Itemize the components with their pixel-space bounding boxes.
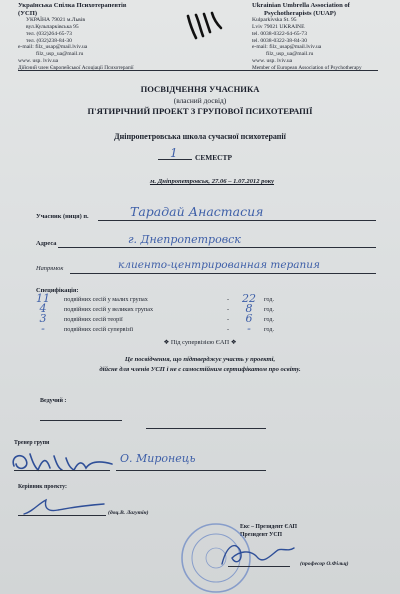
header-left-line: filz_usp_ua@mail.ru xyxy=(36,51,84,58)
spec-row-count: - xyxy=(41,322,45,335)
president-caption: (професор О.Фільц) xyxy=(300,561,349,567)
spec-row-unit: год. xyxy=(264,326,274,333)
header-left-line: Дійсний член Європейської Асоціації Психотерапії xyxy=(18,64,134,71)
header-left xyxy=(18,2,183,72)
header-left-org-name: Українська Спілка Психотерапевтів xyxy=(18,2,127,9)
spec-row-unit: год. xyxy=(264,296,274,303)
header-right xyxy=(252,2,398,72)
director-sign-line xyxy=(18,515,106,516)
participant-underline xyxy=(98,220,376,221)
address-value: г. Днепропетровск xyxy=(128,233,241,246)
semester-number: 1 xyxy=(170,146,178,160)
spec-row-dash: - xyxy=(227,316,230,323)
header-right-line: Lviv 79021 UKRAINE xyxy=(252,23,305,30)
leader-name-line xyxy=(146,428,266,429)
header-right-org-abbr: Psychotherapists (UUAP) xyxy=(264,9,336,17)
trainer-name: О. Миронець xyxy=(120,452,196,465)
spec-row-unit: год. xyxy=(264,306,274,313)
header-right-line: e-mail: filz_usap@mail.lviv.ua xyxy=(252,44,322,51)
header-right-line: Kulparkivska St. 95 xyxy=(252,17,297,24)
director-label: Керівник проекту: xyxy=(18,484,67,490)
spec-row-count: 11 xyxy=(36,292,50,305)
president-signature xyxy=(216,534,298,574)
president-sign-line xyxy=(228,566,290,567)
document-subtitle: (власний досвід) xyxy=(173,96,227,105)
director-signature xyxy=(18,494,110,520)
participant-name: Тарадай Анастасия xyxy=(130,204,264,219)
supervision-note xyxy=(0,338,400,346)
spec-row-dash: - xyxy=(227,326,230,333)
header-left-line: e-mail: filz_usap@mail.lviv.ua xyxy=(18,44,88,51)
spec-row-count: 4 xyxy=(39,302,47,315)
spec-row-dash: - xyxy=(227,296,230,303)
trainer-sign-line xyxy=(14,470,110,471)
school-name: Дніпропетровська школа сучасної психотерапії xyxy=(114,132,286,141)
spec-row xyxy=(36,322,296,336)
header-left-line: УКРАЇНА 79021 м.Львів xyxy=(26,17,85,24)
header-right-line: tel. 0038-0322-64-65-73 xyxy=(252,30,307,37)
header-left-org-abbr: (УСП) xyxy=(18,9,38,17)
spec-row-hours: - xyxy=(247,322,251,335)
header-left-line: тел. (032)264-65-73 xyxy=(26,30,72,37)
leader-label: Ведучий : xyxy=(40,398,67,404)
header-right-line: Member of European Association of Psychotherapy xyxy=(252,64,362,71)
spec-row-dash: - xyxy=(227,306,230,313)
header-right-line: filz_usp_ua@mail.ru xyxy=(266,51,314,58)
spec-row-text: подвійних сесій у малих групах xyxy=(64,296,148,303)
spec-row-text: подвійних сесій супервізії xyxy=(64,326,134,333)
president-title-1: Екс – Президент ЄАП xyxy=(240,524,298,530)
document-title: ПОСВІДЧЕННЯ УЧАСНИКА xyxy=(140,84,260,94)
address-underline xyxy=(58,247,376,248)
header-right-org-name: Ukrainian Umbrella Association of xyxy=(252,2,350,9)
supervision-note-text: Під супервізією ЄАП xyxy=(170,339,230,346)
statement-line-2: дійсне для членів УСП і не є самостійним сертифікатом про освіту. xyxy=(99,366,301,373)
participant-label: Учасник (ниця) п. xyxy=(36,213,89,220)
direction-underline xyxy=(70,273,376,274)
project-title: П'ЯТИРІЧНИЙ ПРОЕКТ З ГРУПОВОЇ ПСИХОТЕРАПІЇ xyxy=(87,106,313,116)
header-right-line: tel. 0038-0322-38-84-30 xyxy=(252,37,307,44)
leader-sign-line xyxy=(40,420,122,421)
director-caption: (доц.В. Лагутін) xyxy=(108,510,149,516)
address-label: Адреса xyxy=(36,240,57,247)
semester-underline xyxy=(158,159,192,160)
trainer-name-line xyxy=(116,470,266,471)
statement-line-1: Це посвідчення, що підтверджує участь у проекті, xyxy=(124,356,276,363)
president-title-2: Президент УСП xyxy=(240,532,283,538)
organization-logo xyxy=(184,10,224,42)
trainer-label: Тренер групи xyxy=(14,440,50,446)
spec-row-unit: год. xyxy=(264,316,274,323)
place-and-dates: м. Дніпропетровськ, 27.06 – 1.07.2012 року xyxy=(149,178,275,185)
spec-row-count: 3 xyxy=(39,312,47,325)
specification-label: Специфікація: xyxy=(36,287,79,294)
spec-row-hours: 22 xyxy=(242,292,256,305)
semester-label: СЕМЕСТР xyxy=(195,153,232,162)
header-left-line: тел. (032)238-84-30 xyxy=(26,37,72,44)
header-divider xyxy=(18,70,378,71)
direction-value: клиенто-центрированная терапия xyxy=(118,259,320,271)
header-right-line: www. usp. lviv.ua xyxy=(252,57,293,64)
trainer-signature xyxy=(8,446,118,476)
spec-row-text: подвійних сесій теорії xyxy=(64,316,123,323)
direction-label: Напрямок xyxy=(36,265,64,272)
spec-row-text: подвійних сесій у великих групах xyxy=(64,306,154,313)
header-left-line: www. usp. lviv.ua xyxy=(18,57,59,64)
diamond-icon: ❖ xyxy=(229,339,237,346)
diamond-icon: ❖ xyxy=(163,339,171,346)
header-left-line: вул.Кульпарківська 95 xyxy=(26,23,79,30)
spec-row-hours: 6 xyxy=(245,312,253,325)
spec-row-hours: 8 xyxy=(245,302,253,315)
